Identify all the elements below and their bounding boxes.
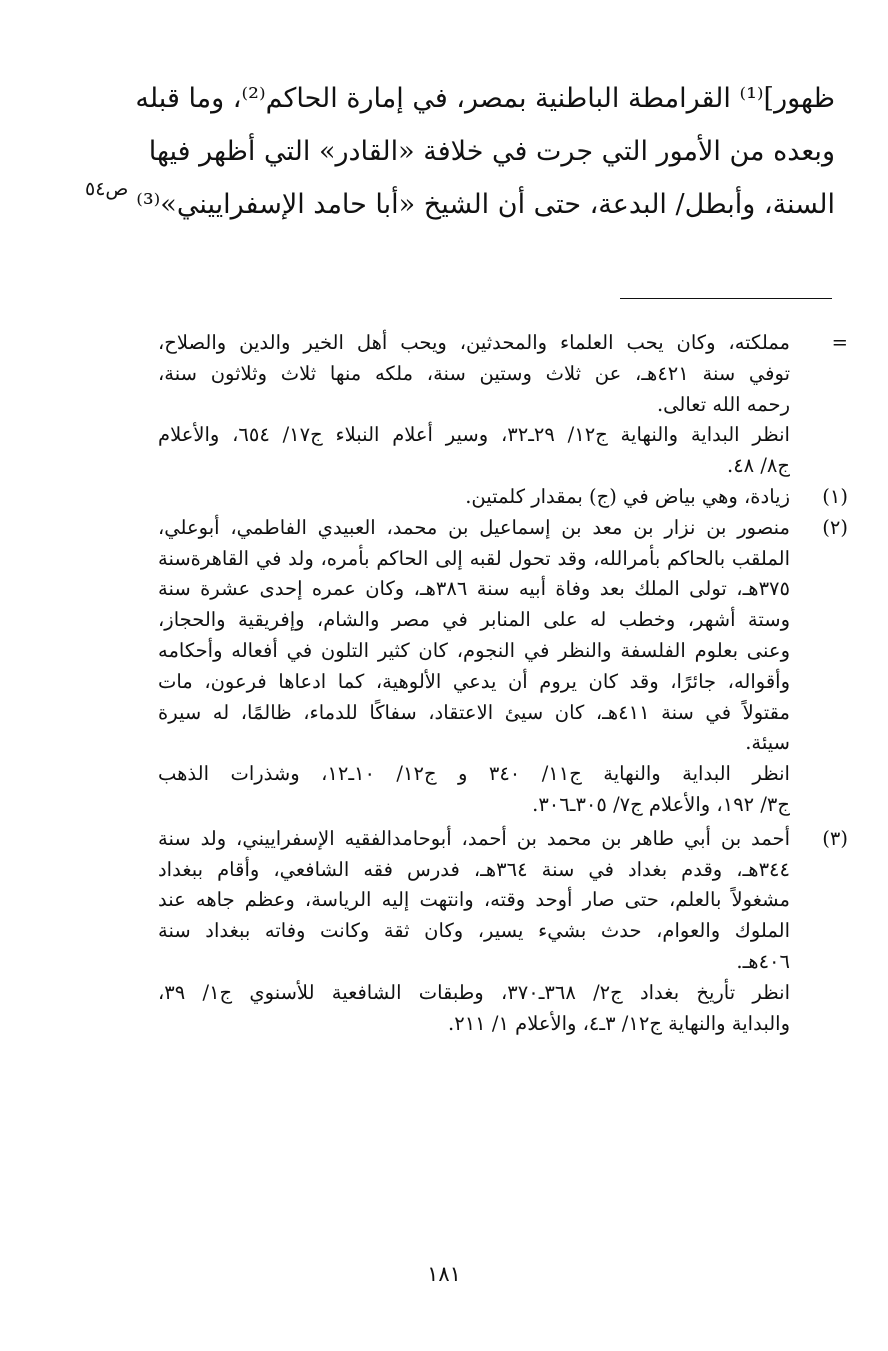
footnotes	[158, 328, 848, 1039]
footnote-line: ٣٤٤هـ، وقدم بغداد في سنة ٣٦٤هـ، فدرس فقه الشافعي، وأقام ببغداد	[158, 857, 790, 881]
footnote-line: ج٨/ ٤٨.	[726, 454, 790, 478]
footnote-3	[158, 824, 848, 1040]
footnote-line: مملكته، وكان يحب العلماء والمحدثين، ويحب أهل الخير والدين والصلاح،	[158, 331, 790, 354]
footnote-line: انظر تأريخ بغداد ج٢/ ٣٦٨ـ٣٧٠، وطبقات الشافعية للأسنوي ج١/ ٣٩،	[158, 980, 790, 1004]
footnote-continuation	[158, 328, 848, 482]
footnote-line: مشغولاً بالعلم، حتى صار أوحد وقته، وانتهت إليه الرياسة، وعظم جاهه عند	[158, 888, 790, 912]
footnote-line: الملوك والعوام، حدث بشيء يسير، وكان ثقة وكانت وفاته ببغداد سنة	[158, 919, 790, 943]
footnote-line: ج٣/ ١٩٢، والأعلام ج٧/ ٣٠٥ـ٣٠٦.	[532, 792, 790, 816]
footnote-marker: =	[831, 331, 848, 354]
footnote-marker: (١)	[822, 484, 848, 508]
footnote-line: مقتولاً في سنة ٤١١هـ، كان سيئ الاعتقاد، سفاكًا للدماء، ظالمًا، له سيرة	[158, 700, 790, 724]
footnote-2	[158, 513, 848, 821]
footnote-line: والبداية والنهاية ج١٢/ ٣ـ٤، والأعلام ١/ ٢١١.	[448, 1011, 790, 1035]
footnote-line: وأقواله، جائرًا، وقد كان يروم أن يدعي الألوهية، كما ادعاها فرعون، مات	[158, 669, 790, 693]
footnote-separator	[620, 298, 832, 299]
main-text-line: ظهور]⁽¹⁾ القرامطة الباطنية بمصر، في إمارة الحاكم⁽²⁾، وما قبله	[135, 83, 835, 114]
footnote-line: انظر البداية والنهاية ج١١/ ٣٤٠ و ج١٢/ ١٠ـ١٢، وشذرات الذهب	[158, 762, 790, 786]
main-text-line: السنة، وأبطل/ البدعة، حتى أن الشيخ «أبا حامد الإسفراييني»⁽³⁾	[136, 189, 835, 220]
footnote-line: وعنى بعلوم الفلسفة والنظر في النجوم، كان كثير التلون في أفعاله وأحكامه	[158, 638, 790, 662]
footnote-1	[158, 482, 848, 513]
main-text	[135, 72, 835, 231]
page-number: ١٨١	[427, 1262, 461, 1286]
footnote-line: الملقب بالحاكم بأمرالله، وقد تحول لقبه إلى الحاكم بأمره، ولد في القاهرةسنة	[158, 546, 790, 570]
margin-page-reference: ص٥٤	[85, 178, 129, 200]
footnote-line: منصور بن نزار بن معد بن إسماعيل بن محمد، العبيدي الفاطمي، أبوعلي،	[158, 515, 790, 539]
footnote-line: ٤٠٦هـ.	[736, 949, 790, 973]
footnote-line: أحمد بن أبي طاهر بن محمد بن أحمد، أبوحامدالفقيه الإسفراييني، ولد سنة	[158, 826, 790, 850]
footnote-marker: (٣)	[822, 826, 848, 850]
footnote-line: سيئة.	[745, 731, 790, 755]
footnote-line: توفي سنة ٤٢١هـ، عن ثلاث وستين سنة، ملكه منها ثلاث وثلاثون سنة،	[158, 361, 790, 385]
footnote-line: رحمه الله تعالى.	[656, 392, 790, 416]
main-text-line: وبعده من الأمور التي جرت في خلافة «القادر» التي أظهر فيها	[148, 136, 835, 167]
footnote-line: زيادة، وهي بياض في (ج) بمقدار كلمتين.	[465, 484, 790, 508]
footnote-line: وستة أشهر، وخطب له على المنابر في مصر والشام، وإفريقية والحجاز،	[158, 608, 790, 632]
footnote-line: ٣٧٥هـ، تولى الملك بعد وفاة أبيه سنة ٣٨٦هـ، وكان عمره إحدى عشرة سنة	[158, 577, 790, 601]
footnote-marker: (٢)	[822, 515, 848, 539]
footnote-line: انظر البداية والنهاية ج١٢/ ٢٩ـ٣٢، وسير أعلام النبلاء ج١٧/ ٦٥٤، والأعلام	[158, 423, 790, 447]
